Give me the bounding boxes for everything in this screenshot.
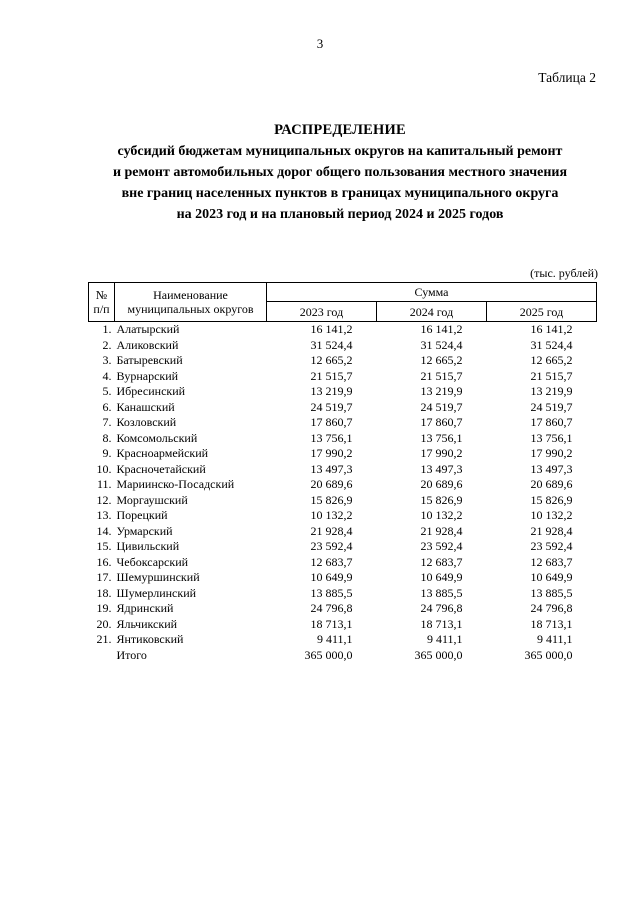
table-row xyxy=(89,648,597,664)
row-value-2023: 13 219,9 xyxy=(310,384,353,399)
row-value-2024: 16 141,2 xyxy=(420,322,463,337)
table-row xyxy=(89,322,597,338)
title-line-4: вне границ населенных пунктов в границах муниципального округа xyxy=(121,186,559,201)
row-value-2023: 365 000,0 xyxy=(304,647,353,662)
row-value-2023: 13 885,5 xyxy=(310,585,353,600)
title-heading: РАСПРЕДЕЛЕНИЕ xyxy=(274,122,406,138)
row-district-name: Ибресинский xyxy=(116,384,186,399)
row-number: 8. xyxy=(102,430,112,445)
row-value-2024: 15 826,9 xyxy=(420,492,463,507)
row-value-2023: 17 990,2 xyxy=(310,446,353,461)
table-row xyxy=(89,431,597,447)
table-label: Таблица 2 xyxy=(538,70,596,85)
row-district-name: Урмарский xyxy=(116,523,173,538)
row-value-2023: 24 519,7 xyxy=(310,399,353,414)
row-district-name: Янтиковский xyxy=(116,632,184,647)
row-district-name: Яльчикский xyxy=(116,616,178,631)
row-value-2025: 9 411,1 xyxy=(536,632,573,647)
table-row xyxy=(89,400,597,416)
row-district-name: Алатырский xyxy=(116,322,180,337)
row-number: 12. xyxy=(96,492,112,507)
row-value-2023: 12 665,2 xyxy=(310,353,353,368)
row-value-2024: 24 796,8 xyxy=(420,601,463,616)
row-value-2023: 21 515,7 xyxy=(310,368,353,383)
row-value-2024: 13 756,1 xyxy=(420,430,463,445)
row-value-2024: 10 132,2 xyxy=(420,508,463,523)
row-value-2025: 15 826,9 xyxy=(530,492,573,507)
row-district-name: Шумерлинский xyxy=(116,585,197,600)
page-number: 3 xyxy=(316,36,324,51)
table-row xyxy=(89,601,597,617)
table-row xyxy=(89,477,597,493)
table-row xyxy=(89,462,597,478)
row-value-2024: 21 515,7 xyxy=(420,368,463,383)
row-number: 4. xyxy=(102,368,112,383)
row-value-2025: 31 524,4 xyxy=(530,337,573,352)
row-district-name: Порецкий xyxy=(116,508,168,523)
table-row xyxy=(89,369,597,385)
row-value-2024: 9 411,1 xyxy=(426,632,463,647)
row-number: 10. xyxy=(96,461,112,476)
row-value-2025: 17 860,7 xyxy=(530,415,573,430)
row-value-2023: 24 796,8 xyxy=(310,601,353,616)
row-number: 18. xyxy=(96,585,112,600)
table-row xyxy=(89,446,597,462)
row-value-2023: 12 683,7 xyxy=(310,554,353,569)
row-district-name: Комсомольский xyxy=(116,430,198,445)
row-value-2025: 18 713,1 xyxy=(530,616,573,631)
row-district-name: Мариинско-Посадский xyxy=(116,477,235,492)
row-number: 15. xyxy=(96,539,112,554)
table-row xyxy=(89,570,597,586)
table-row xyxy=(89,586,597,602)
table-row xyxy=(89,493,597,509)
header-sum: Сумма xyxy=(267,283,597,302)
row-number: 13. xyxy=(96,508,112,523)
row-value-2025: 365 000,0 xyxy=(524,647,573,662)
row-district-name: Козловский xyxy=(116,415,177,430)
table-row xyxy=(89,524,597,540)
table-row xyxy=(89,353,597,369)
row-value-2024: 10 649,9 xyxy=(420,570,463,585)
row-number: 21. xyxy=(96,632,112,647)
row-number: 19. xyxy=(96,601,112,616)
subsidy-table xyxy=(88,282,597,663)
table-row xyxy=(89,384,597,400)
row-value-2023: 23 592,4 xyxy=(310,539,353,554)
row-value-2024: 365 000,0 xyxy=(414,647,463,662)
table-row xyxy=(89,555,597,571)
row-value-2023: 31 524,4 xyxy=(310,337,353,352)
table-row xyxy=(89,338,597,354)
row-number: 16. xyxy=(96,554,112,569)
row-value-2023: 9 411,1 xyxy=(316,632,353,647)
row-number: 5. xyxy=(102,384,112,399)
row-district-name: Красночетайский xyxy=(116,461,206,476)
row-value-2024: 13 497,3 xyxy=(420,461,463,476)
row-value-2024: 13 219,9 xyxy=(420,384,463,399)
header-name xyxy=(115,283,267,322)
header-name-line2: муниципальных округов xyxy=(127,302,254,316)
units-note: (тыс. рублей) xyxy=(530,266,598,280)
row-district-name: Шемуршинский xyxy=(116,570,200,585)
title-line-5: на 2023 год и на плановый период 2024 и 2025 годов xyxy=(176,207,504,222)
row-value-2024: 12 683,7 xyxy=(420,554,463,569)
row-value-2024: 12 665,2 xyxy=(420,353,463,368)
row-value-2025: 24 519,7 xyxy=(530,399,573,414)
row-district-name: Канашский xyxy=(116,399,175,414)
row-number: 11. xyxy=(96,477,112,492)
row-value-2023: 13 756,1 xyxy=(310,430,353,445)
row-value-2023: 13 497,3 xyxy=(310,461,353,476)
header-num-line2: п/п xyxy=(93,302,110,316)
row-district-name: Аликовский xyxy=(116,337,179,352)
table-row xyxy=(89,617,597,633)
table-row xyxy=(89,508,597,524)
row-value-2024: 17 860,7 xyxy=(420,415,463,430)
row-value-2024: 17 990,2 xyxy=(420,446,463,461)
row-number: 6. xyxy=(102,399,112,414)
title-line-3: и ремонт автомобильных дорог общего пользования местного значения xyxy=(112,165,568,180)
row-value-2025: 23 592,4 xyxy=(530,539,573,554)
title-line-2: субсидий бюджетам муниципальных округов на капитальный ремонт xyxy=(117,144,563,159)
row-value-2024: 13 885,5 xyxy=(420,585,463,600)
table-row xyxy=(89,415,597,431)
row-number: 20. xyxy=(96,616,112,631)
row-value-2023: 21 928,4 xyxy=(310,523,353,538)
header-year-2025: 2025 год xyxy=(487,302,597,322)
row-number: 3. xyxy=(102,353,112,368)
row-value-2025: 10 132,2 xyxy=(530,508,573,523)
row-district-name: Моргаушский xyxy=(116,492,188,507)
row-district-name: Красноармейский xyxy=(116,446,209,461)
row-value-2025: 20 689,6 xyxy=(530,477,573,492)
row-value-2023: 10 649,9 xyxy=(310,570,353,585)
row-number: 7. xyxy=(102,415,112,430)
row-value-2023: 10 132,2 xyxy=(310,508,353,523)
header-num xyxy=(89,283,115,322)
row-district-name: Ядринский xyxy=(116,601,174,616)
row-number: 9. xyxy=(102,446,112,461)
table-row xyxy=(89,632,597,648)
row-value-2025: 17 990,2 xyxy=(530,446,573,461)
row-value-2025: 16 141,2 xyxy=(530,322,573,337)
table-body xyxy=(89,322,597,664)
row-value-2024: 21 928,4 xyxy=(420,523,463,538)
row-value-2025: 24 796,8 xyxy=(530,601,573,616)
row-value-2025: 13 219,9 xyxy=(530,384,573,399)
row-number: 1. xyxy=(102,322,112,337)
row-value-2025: 13 885,5 xyxy=(530,585,573,600)
row-value-2024: 20 689,6 xyxy=(420,477,463,492)
row-value-2023: 17 860,7 xyxy=(310,415,353,430)
header-year-2024: 2024 год xyxy=(377,302,487,322)
row-value-2024: 24 519,7 xyxy=(420,399,463,414)
row-value-2025: 10 649,9 xyxy=(530,570,573,585)
row-number: 17. xyxy=(96,570,112,585)
row-number xyxy=(89,648,115,664)
row-value-2025: 13 756,1 xyxy=(530,430,573,445)
document-title xyxy=(40,120,640,225)
row-value-2025: 21 928,4 xyxy=(530,523,573,538)
row-value-2024: 31 524,4 xyxy=(420,337,463,352)
row-number: 2. xyxy=(102,337,112,352)
row-district-name: Батыревский xyxy=(116,353,183,368)
row-value-2025: 12 683,7 xyxy=(530,554,573,569)
row-value-2024: 23 592,4 xyxy=(420,539,463,554)
row-district-name: Итого xyxy=(116,647,147,662)
row-district-name: Чебоксарский xyxy=(116,554,189,569)
row-value-2024: 18 713,1 xyxy=(420,616,463,631)
header-num-line1: № xyxy=(95,288,108,302)
row-value-2023: 15 826,9 xyxy=(310,492,353,507)
row-value-2025: 13 497,3 xyxy=(530,461,573,476)
row-value-2023: 16 141,2 xyxy=(310,322,353,337)
header-name-line1: Наименование xyxy=(153,288,228,302)
row-value-2023: 20 689,6 xyxy=(310,477,353,492)
row-district-name: Цивильский xyxy=(116,539,180,554)
row-number: 14. xyxy=(96,523,112,538)
row-value-2025: 21 515,7 xyxy=(530,368,573,383)
header-year-2023: 2023 год xyxy=(267,302,377,322)
row-district-name: Вурнарский xyxy=(116,368,179,383)
table-row xyxy=(89,539,597,555)
row-value-2025: 12 665,2 xyxy=(530,353,573,368)
row-value-2023: 18 713,1 xyxy=(310,616,353,631)
